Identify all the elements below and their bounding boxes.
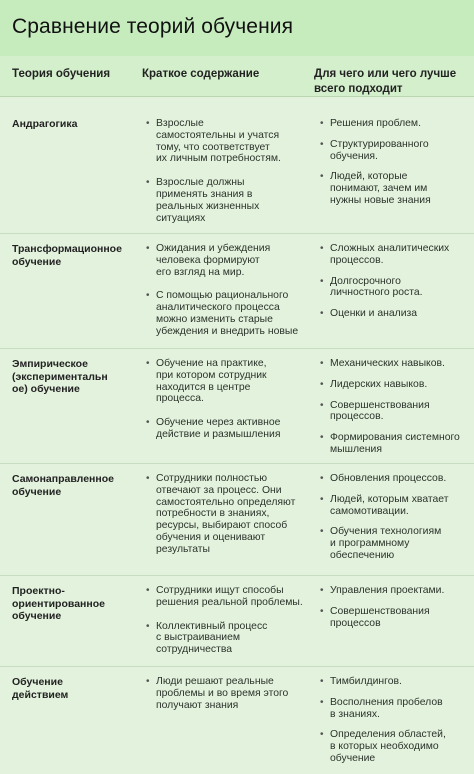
theory-name [12,585,130,623]
summary-item [146,358,306,405]
text-line: при котором сотрудник [156,369,267,381]
summary-item [146,473,306,556]
fit-item [320,697,470,721]
fit-item [320,606,470,630]
fit-item [320,676,470,688]
theory-name [12,473,130,498]
text-line: обеспечению [330,549,395,561]
text-line: обучение [12,610,62,622]
text-line: сотрудничества [156,644,233,656]
text-line: процессов. [330,254,384,266]
fit-item [320,118,470,130]
bullet-icon: • [320,243,324,254]
text-line: Коллективный процесс [156,620,268,632]
text-line: Долгосрочного [330,275,401,287]
fit-item [320,139,470,163]
text-line: Обучение через активное [156,417,281,429]
header-summary: Краткое содержание [142,68,260,80]
bullet-icon: • [320,171,324,183]
fit-list [320,473,470,571]
text-line: человека формируют [156,254,260,266]
summary-list [146,118,306,236]
text-line: Восполнения пробелов [330,696,443,708]
header-fit: Для чего или чего лучше всего подходит [314,68,457,95]
bullet-icon: • [146,620,150,632]
text-line: обучение [12,255,62,268]
bullet-icon: • [146,676,150,687]
bullet-icon: • [320,493,324,505]
text-line: Эмпирическое [12,358,88,370]
text-line: ситуациях [156,212,206,224]
fit-list [320,676,470,774]
bullet-icon: • [146,358,150,369]
fit-item [320,526,470,561]
theory-name [12,358,130,396]
text-line: Взрослые должны [156,177,245,189]
text-line: Совершенствования [330,605,430,617]
text-line: применять знания в [156,188,253,200]
text-line: процессов [330,617,381,629]
text-line: обучение [12,485,62,498]
fit-item [320,308,470,320]
fit-item [320,243,470,267]
fit-list [320,118,470,216]
fit-item [320,585,470,597]
fit-item [320,400,470,424]
text-line: Формирования системного [330,432,460,444]
summary-item [146,243,306,278]
text-line: аналитического процесса [156,302,280,314]
summary-list [146,585,306,668]
text-line: процессов. [330,411,384,423]
text-line: самомотивации. [330,505,409,517]
text-line: Решения проблем. [330,118,421,129]
fit-item [320,379,470,391]
theory-name [12,118,130,131]
row-divider [0,348,474,349]
text-line: Трансформационное [12,243,122,255]
text-line: в знаниях. [330,708,380,720]
summary-list [146,358,306,453]
bullet-icon: • [146,290,150,302]
text-line: Сотрудники полностью [156,473,268,484]
text-line: проблемы и во время этого [156,687,289,699]
bullet-icon: • [320,696,324,708]
text-line: ориентированное [12,597,105,610]
text-line: Совершенствования [330,399,430,411]
summary-item [146,621,306,656]
text-line: Обучения технологиям [330,526,442,538]
text-line: результаты [156,543,211,555]
bullet-icon: • [146,473,150,484]
bullet-icon: • [320,526,324,538]
text-line: можно изменить старые [156,313,273,325]
fit-item [320,729,470,764]
text-line: обучения. [330,150,378,162]
text-line: Определения областей, [330,729,446,741]
text-line: находится в центре [156,381,251,393]
text-line: отвечают за процесс. Они [156,484,282,496]
bullet-icon: • [320,605,324,617]
text-line: С помощью рационального [156,290,289,302]
text-line: Людей, которые [330,171,408,183]
bullet-icon: • [320,432,324,444]
text-line: Обучение [12,676,63,688]
fit-item [320,276,470,300]
text-line: потребности в знаниях, [156,508,270,520]
row-divider [0,666,474,667]
page-title: Сравнение теорий обучения [12,15,294,38]
text-line: действие и размышления [156,428,281,440]
summary-item [146,676,306,711]
summary-item [146,177,306,224]
summary-list [146,243,306,350]
fit-list [320,243,470,329]
bullet-icon: • [320,358,324,369]
bullet-icon: • [146,585,150,596]
text-line: в которых необходимо [330,741,439,753]
text-line: с выстраиванием [156,632,241,644]
text-line: убеждения и внедрить новые [156,325,299,337]
header-theory: Теория обучения [12,68,111,80]
bullet-icon: • [320,308,324,320]
text-line: Сложных аналитических [330,243,450,254]
table-header [0,56,474,97]
fit-list [320,358,470,465]
row-divider [0,575,474,576]
bullet-icon: • [320,399,324,411]
text-line: получают знания [156,699,239,711]
text-line: и программному [330,538,410,550]
text-line: Управления проектами. [330,585,445,596]
summary-list [146,473,306,568]
fit-item [320,432,470,456]
text-line: самостоятельно определяют [156,496,296,508]
bullet-icon: • [146,118,150,129]
fit-item [320,494,470,518]
fit-list [320,585,470,638]
summary-item [146,417,306,441]
summary-item [146,585,306,609]
text-line: Людей, которым хватает [330,493,449,505]
text-line: Обновления процессов. [330,473,447,484]
text-line: Взрослые [156,118,204,129]
bullet-icon: • [320,585,324,596]
bullet-icon: • [146,417,150,429]
text-line: их личным потребностям. [156,153,281,165]
bullet-icon: • [320,729,324,741]
text-line: понимают, зачем им [330,183,428,195]
text-line: личностного роста. [330,287,423,299]
text-line: Лидерских навыков. [330,378,428,390]
summary-item [146,290,306,337]
text-line: ое) обучение [12,383,80,395]
text-line: нужны новые знания [330,194,431,206]
text-line: его взгляд на мир. [156,266,245,278]
text-line: тому, что соответствует [156,141,270,153]
text-line: Андрагогика [12,118,78,130]
fit-item [320,473,470,485]
text-line: решения реальной проблемы. [156,596,303,608]
bullet-icon: • [320,378,324,390]
text-line: реальных жизненных [156,200,260,212]
fit-item [320,358,470,370]
text-line: Сотрудники ищут способы [156,585,284,596]
row-divider [0,463,474,464]
text-line: ресурсы, выбирают способ [156,520,288,532]
text-line: Ожидания и убеждения [156,243,271,254]
text-line: обучения и оценивают [156,531,266,543]
text-line: процесса. [156,393,204,405]
text-line: обучение [330,752,376,764]
bullet-icon: • [320,118,324,129]
theory-name [12,676,130,701]
fit-item [320,171,470,206]
text-line: Проектно- [12,585,65,597]
bullet-icon: • [320,676,324,687]
bullet-icon: • [320,138,324,150]
row-divider [0,233,474,234]
text-line: Обучение на практике, [156,358,267,369]
summary-list [146,676,306,723]
bullet-icon: • [146,177,150,189]
text-line: мышления [330,443,382,455]
bullet-icon: • [146,243,150,254]
summary-item [146,118,306,165]
text-line: Структурированного [330,138,429,150]
bullet-icon: • [320,275,324,287]
text-line: самостоятельны и учатся [156,129,280,141]
text-line: Люди решают реальные [156,676,274,687]
text-line: Оценки и анализа [330,308,418,320]
text-line: (экспериментальн [12,370,108,383]
theory-name [12,243,130,268]
bullet-icon: • [320,473,324,484]
text-line: Механических навыков. [330,358,445,369]
text-line: Самонаправленное [12,473,114,485]
text-line: действием [12,688,69,701]
title-bar [0,0,474,56]
text-line: Тимбилдингов. [330,676,402,687]
